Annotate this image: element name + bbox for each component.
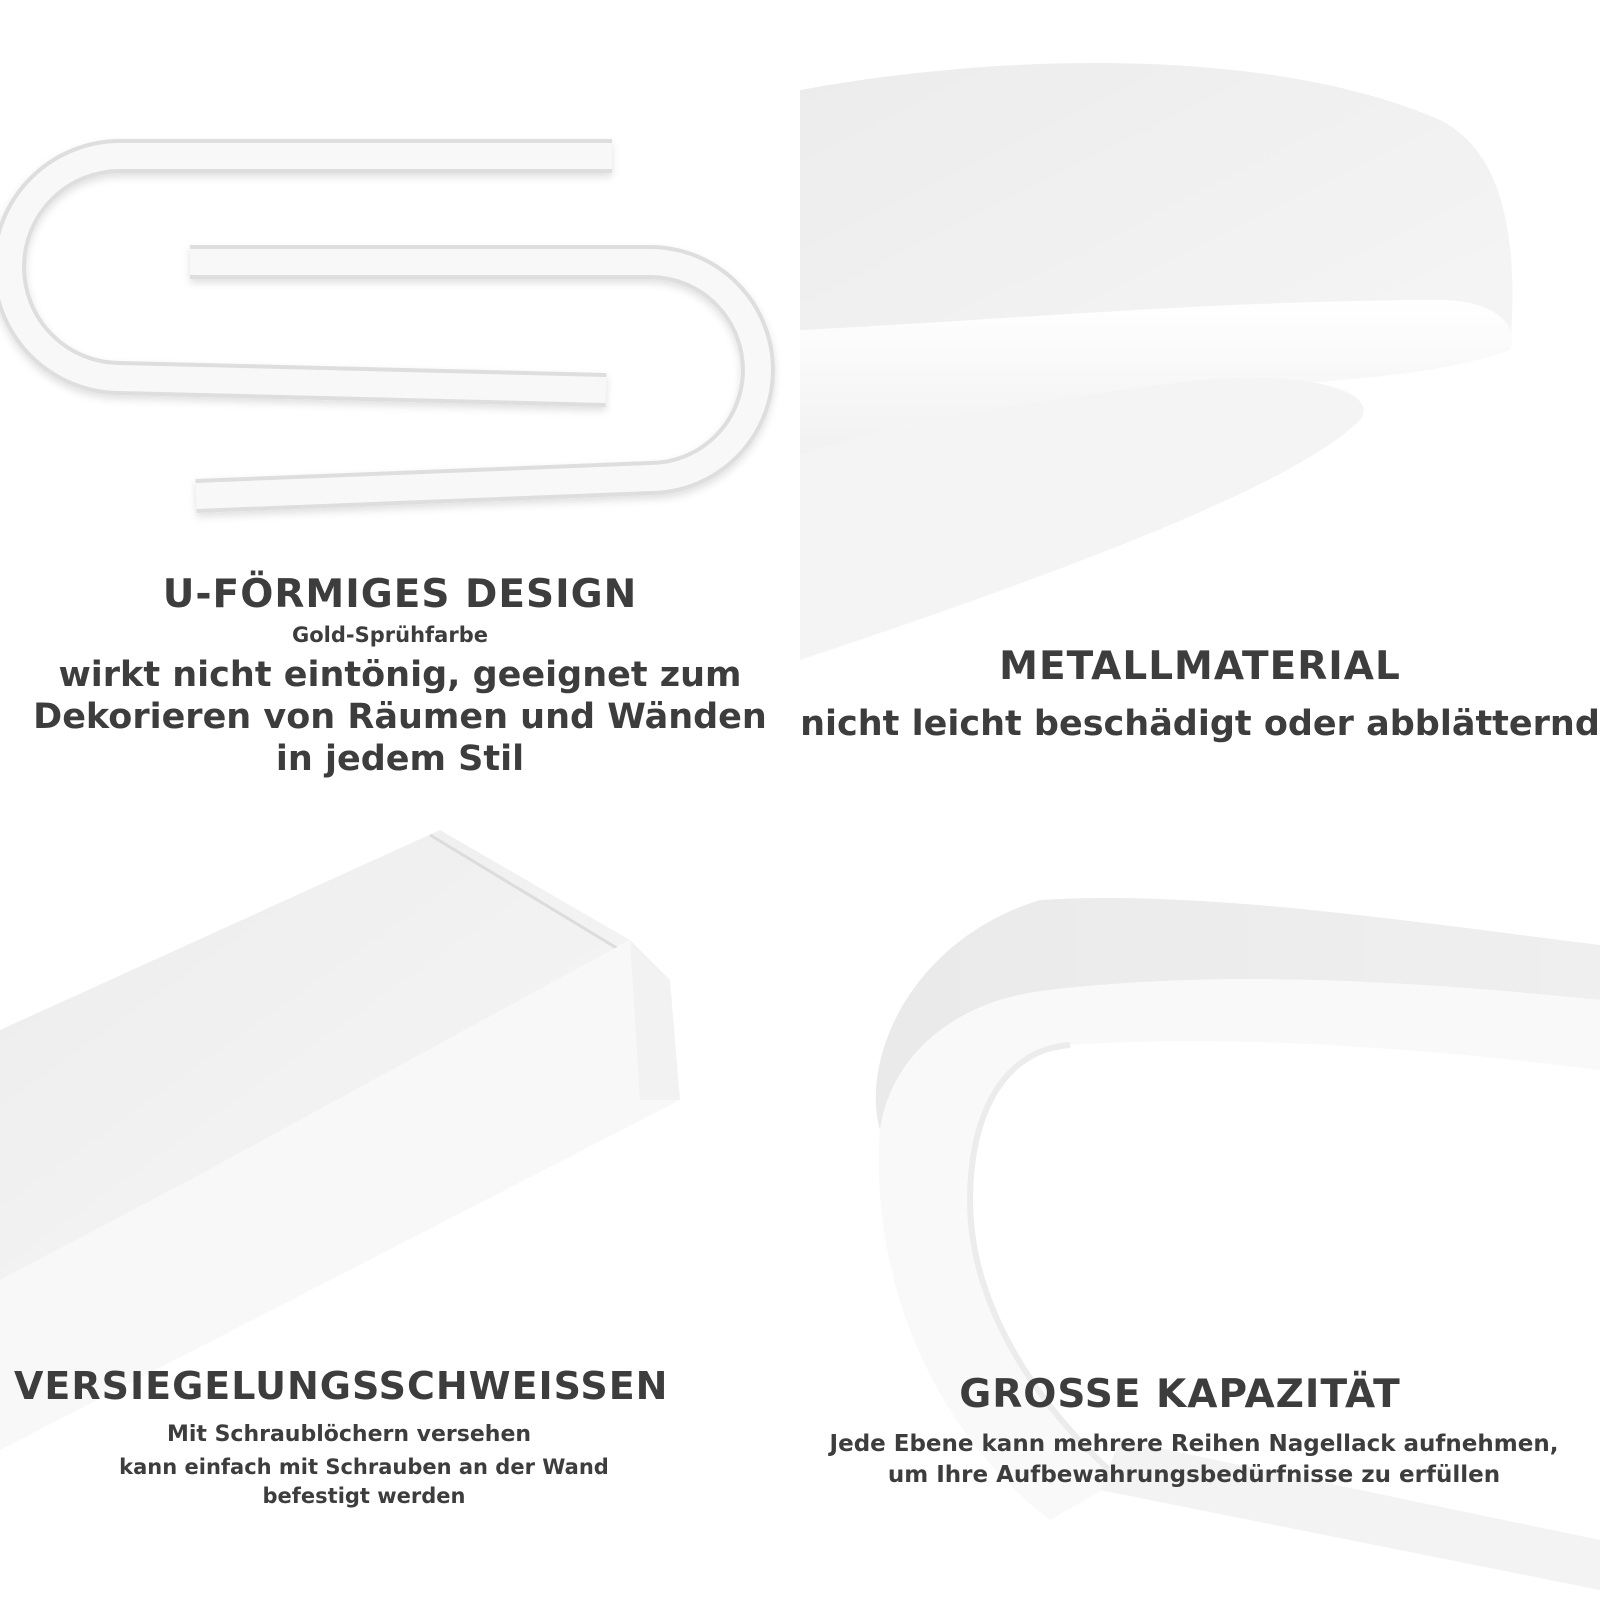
panel-description-line1: Jede Ebene kann mehrere Reihen Nagellack aufnehmen, — [829, 1430, 1559, 1457]
panel-title: VERSIEGELUNGSSCHWEISSEN — [14, 1364, 669, 1408]
panel-subtitle: Mit Schraublöchern versehen — [166, 1421, 532, 1447]
panel-caption — [800, 1374, 1600, 1491]
panel-description: kann einfach mit Schrauben an der Wand befestigt werden — [119, 1455, 609, 1508]
panel-description: wirkt nicht eintönig, geeignet zum Dekorieren von Räumen und Wänden in jedem Stil — [33, 655, 767, 780]
panel-large-capacity — [800, 800, 1600, 1600]
panel-title: GROSSE KAPAZITÄT — [959, 1372, 1401, 1417]
panel-title: METALLMATERIAL — [999, 644, 1401, 689]
panel-subtitle: Gold-Sprühfarbe — [292, 622, 488, 647]
panel-sealing-welding — [0, 800, 800, 1600]
panel-metal-material — [800, 0, 1600, 800]
panel-description-line2: um Ihre Aufbewahrungsbedürfnisse zu erfüllen — [887, 1461, 1501, 1488]
panel-caption — [800, 646, 1600, 745]
panel-caption — [14, 1364, 669, 1510]
panel-caption — [0, 574, 800, 780]
panel-description: nicht leicht beschädigt oder abblätternd — [800, 703, 1600, 744]
panel-u-shape-design — [0, 0, 800, 800]
panel-title: U-FÖRMIGES DESIGN — [162, 572, 638, 617]
